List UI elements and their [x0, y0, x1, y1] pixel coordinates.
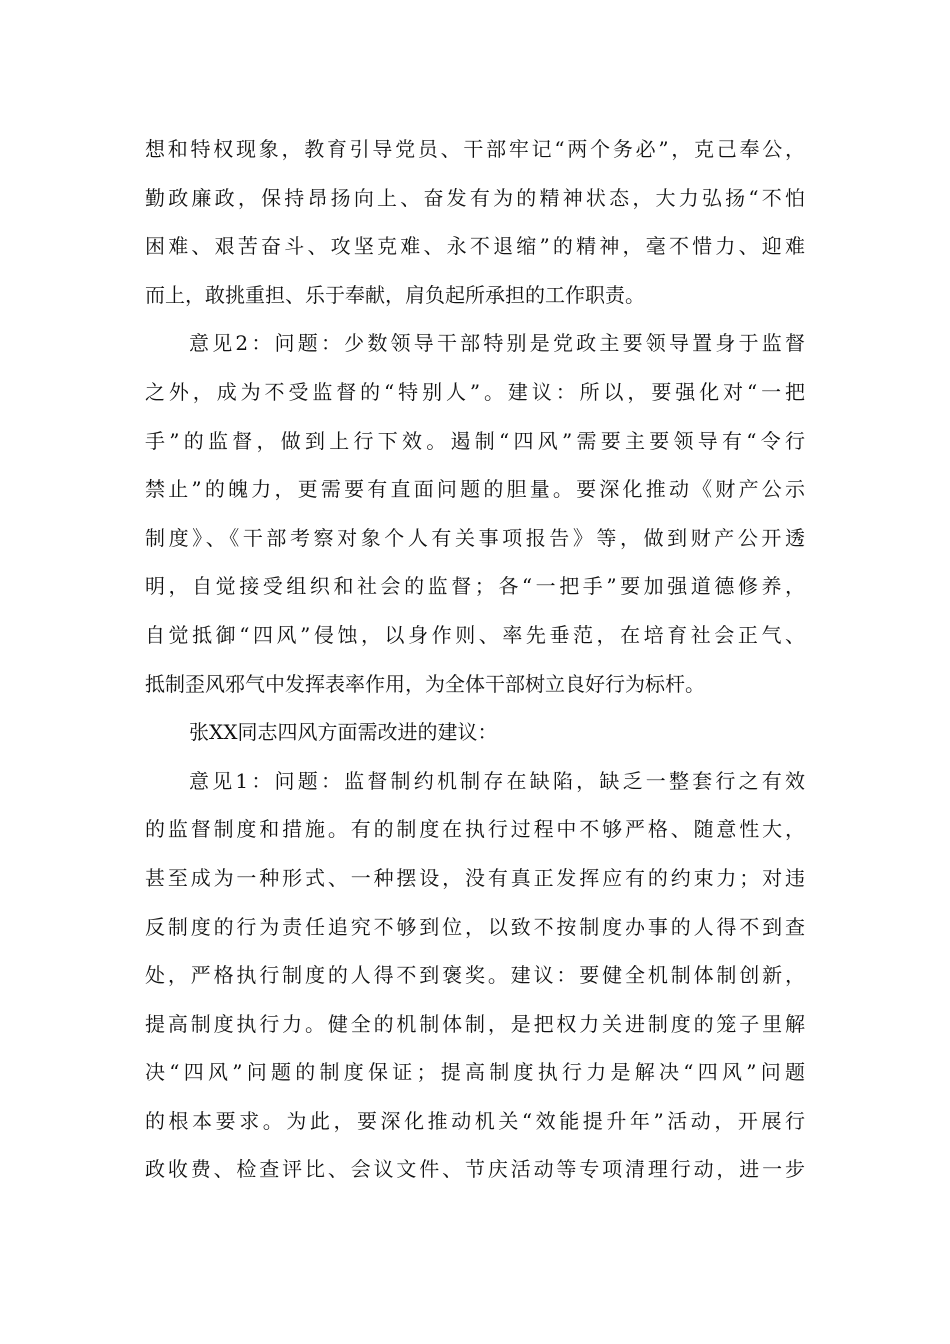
text-line: 之外，成为不受监督的“特别人”。建议：所以，要强化对“一把 [145, 379, 805, 404]
text-line: 禁止”的魄力，更需要有直面问题的胆量。要深化推动《财产公示 [145, 477, 805, 502]
text-line: 提高制度执行力。健全的机制体制，是把权力关进制度的笼子里解 [145, 1011, 805, 1036]
document-body [145, 125, 805, 1194]
text-line: 勤政廉政，保持昂扬向上、奋发有为的精神状态，大力弘扬“不怕 [145, 185, 805, 210]
text-line: 手”的监督，做到上行下效。遏制“四风”需要主要领导有“令行 [145, 428, 805, 453]
text-line: 的监督制度和措施。有的制度在执行过程中不够严格、随意性大， [145, 817, 805, 842]
text-line: 抵制歪风邪气中发挥表率作用，为全体干部树立良好行为标杆。 [145, 671, 705, 696]
text-line: 明，自觉接受组织和社会的监督；各“一把手”要加强道德修养， [145, 574, 805, 599]
text-line: 困难、艰苦奋斗、攻坚克难、永不退缩”的精神，毫不惜力、迎难 [145, 234, 805, 259]
text-line: 决“四风”问题的制度保证；提高制度执行力是解决“四风”问题 [145, 1060, 805, 1085]
text-line: 甚至成为一种形式、一种摆设，没有真正发挥应有的约束力；对违 [145, 865, 805, 890]
text-line: 想和特权现象，教育引导党员、干部牢记“两个务必”，克己奉公， [145, 137, 805, 161]
text-line: 制度》、《干部考察对象个人有关事项报告》等，做到财产公开透 [145, 525, 805, 550]
text-line: 政收费、检查评比、会议文件、节庆活动等专项清理行动，进一步 [145, 1157, 805, 1182]
paragraph-opinion-2-start: 意见2：问题：少数领导干部特别是党政主要领导置身于监督 [189, 331, 805, 356]
section-heading: 张XX同志四风方面需改进的建议： [189, 720, 498, 745]
text-line: 的根本要求。为此，要深化推动机关“效能提升年”活动，开展行 [145, 1108, 805, 1133]
paragraph-opinion-1-start: 意见1：问题：监督制约机制存在缺陷，缺乏一整套行之有效 [189, 768, 805, 793]
text-line: 自觉抵御“四风”侵蚀，以身作则、率先垂范，在培育社会正气、 [145, 622, 805, 647]
text-line: 而上，敢挑重担、乐于奉献，肩负起所承担的工作职责。 [145, 282, 645, 307]
text-line: 处，严格执行制度的人得不到褒奖。建议：要健全机制体制创新， [145, 963, 805, 988]
text-line: 反制度的行为责任追究不够到位，以致不按制度办事的人得不到查 [145, 914, 805, 939]
